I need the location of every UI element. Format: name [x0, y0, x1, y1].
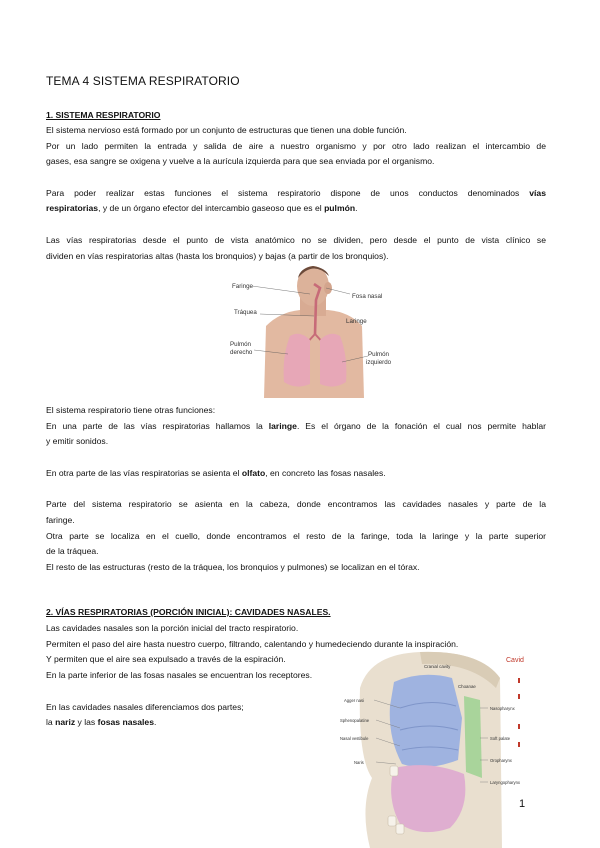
nasal-cavity-figure: [330, 648, 530, 848]
section-1-heading: 1. SISTEMA RESPIRATORIO: [46, 110, 161, 120]
label-left-3: Nasal vestibule: [340, 736, 369, 741]
paragraph-line: En una parte de las vías respiratorias hallamos la laringe. Es el órgano de la fonación el cual nos permite hablar: [46, 421, 546, 431]
label-left-4: Naris: [354, 760, 364, 765]
label-top: Cavid: [506, 657, 524, 664]
ear-shape: [324, 282, 332, 294]
paragraph-line: Y permiten que el aire sea expulsado a través de la espiración.: [46, 654, 286, 664]
label-pulmon-izquierdo: Pulmón: [368, 351, 389, 358]
paragraph-line: de la tráquea.: [46, 546, 99, 556]
section-2-heading: 2. VÍAS RESPIRATORIAS (PORCIÓN INICIAL): CAVIDADES NASALES.: [46, 607, 331, 617]
paragraph-line: En la parte inferior de las fosas nasales se encuentran los receptores.: [46, 670, 313, 680]
label-left-2: Sphenopalatine: [340, 718, 370, 723]
label-pulmon-izquierdo-2: izquierdo: [366, 359, 392, 366]
paragraph-line: Otra parte se localiza en el cuello, donde encontramos el resto de la faringe, toda la laringe y la parte superior: [46, 531, 546, 541]
label-cranial: Cranial cavity: [424, 664, 451, 669]
paragraph-line: El resto de las estructuras (resto de la tráquea, los bronquios y pulmones) se localizan en el tórax.: [46, 562, 420, 572]
nasal-cavity-region: [390, 675, 462, 767]
label-right-3: Oropharynx: [490, 758, 512, 763]
paragraph-line: El sistema respiratorio tiene otras funciones:: [46, 405, 216, 415]
paragraph-line: y emitir sonidos.: [46, 436, 109, 446]
paragraph-line: En las cavidades nasales diferenciamos dos partes;: [46, 702, 244, 712]
label-pulmon-derecho-2: derecho: [230, 349, 253, 356]
label-traquea: Tráquea: [234, 309, 257, 316]
label-left-1: Agger nasi: [344, 698, 365, 703]
paragraph-line: En otra parte de las vías respiratorias se asienta el olfato, en concreto las fosas nasales.: [46, 468, 386, 478]
paragraph-line: la nariz y las fosas nasales.: [46, 717, 157, 727]
oral-region: [391, 765, 465, 832]
paragraph-line: Las cavidades nasales son la porción inicial del tracto respiratorio.: [46, 623, 299, 633]
label-right-2: Soft palate: [490, 736, 511, 741]
paragraph-line: Las vías respiratorias desde el punto de vista anatómico no se dividen, pero desde el punto de vista clínico se: [46, 235, 546, 245]
label-right-1: Nasopharynx: [490, 706, 515, 711]
paragraph-line: dividen en vías respiratorias altas (hasta los bronquios) y bajas (a partir de los bronquios).: [46, 251, 389, 261]
paragraph-line: gases, esa sangre se oxigena y vuelve a la aurícula izquierda para que sea enviada por el organismo.: [46, 156, 435, 166]
paragraph-line: Parte del sistema respiratorio se asienta en la cabeza, donde encontramos las cavidades nasales y parte de la: [46, 499, 546, 509]
label-fosa-nasal: Fosa nasal: [352, 293, 383, 300]
paragraph-line: Permiten el paso del aire hasta nuestro cuerpo, filtrando, calentando y humedeciendo durante la inspiración.: [46, 639, 459, 649]
paragraph-line: Para poder realizar estas funciones el sistema respiratorio dispone de unos conductos denominados vías: [46, 188, 546, 198]
label-right-4: Laryngopharynx: [490, 780, 521, 785]
respiratory-system-figure: [230, 264, 400, 398]
label-pulmon-derecho: Pulmón: [230, 341, 251, 348]
label-laringe: Laringe: [346, 318, 367, 325]
pharynx-region: [464, 696, 482, 778]
label-faringe: Faringe: [232, 283, 253, 290]
page-number: 1: [519, 798, 526, 810]
page-title: TEMA 4 SISTEMA RESPIRATORIO: [46, 74, 240, 88]
paragraph-line: El sistema nervioso está formado por un conjunto de estructuras que tienen una doble función.: [46, 125, 407, 135]
paragraph-line: Por un lado permiten la entrada y salida de aire a nuestro organismo y por otro lado realizan el intercambio de: [46, 141, 546, 151]
paragraph-line: respiratorias, y de un órgano efector del intercambio gaseoso que es el pulmón.: [46, 203, 358, 213]
label-choanae: Choanae: [458, 684, 476, 689]
paragraph-line: faringe.: [46, 515, 75, 525]
